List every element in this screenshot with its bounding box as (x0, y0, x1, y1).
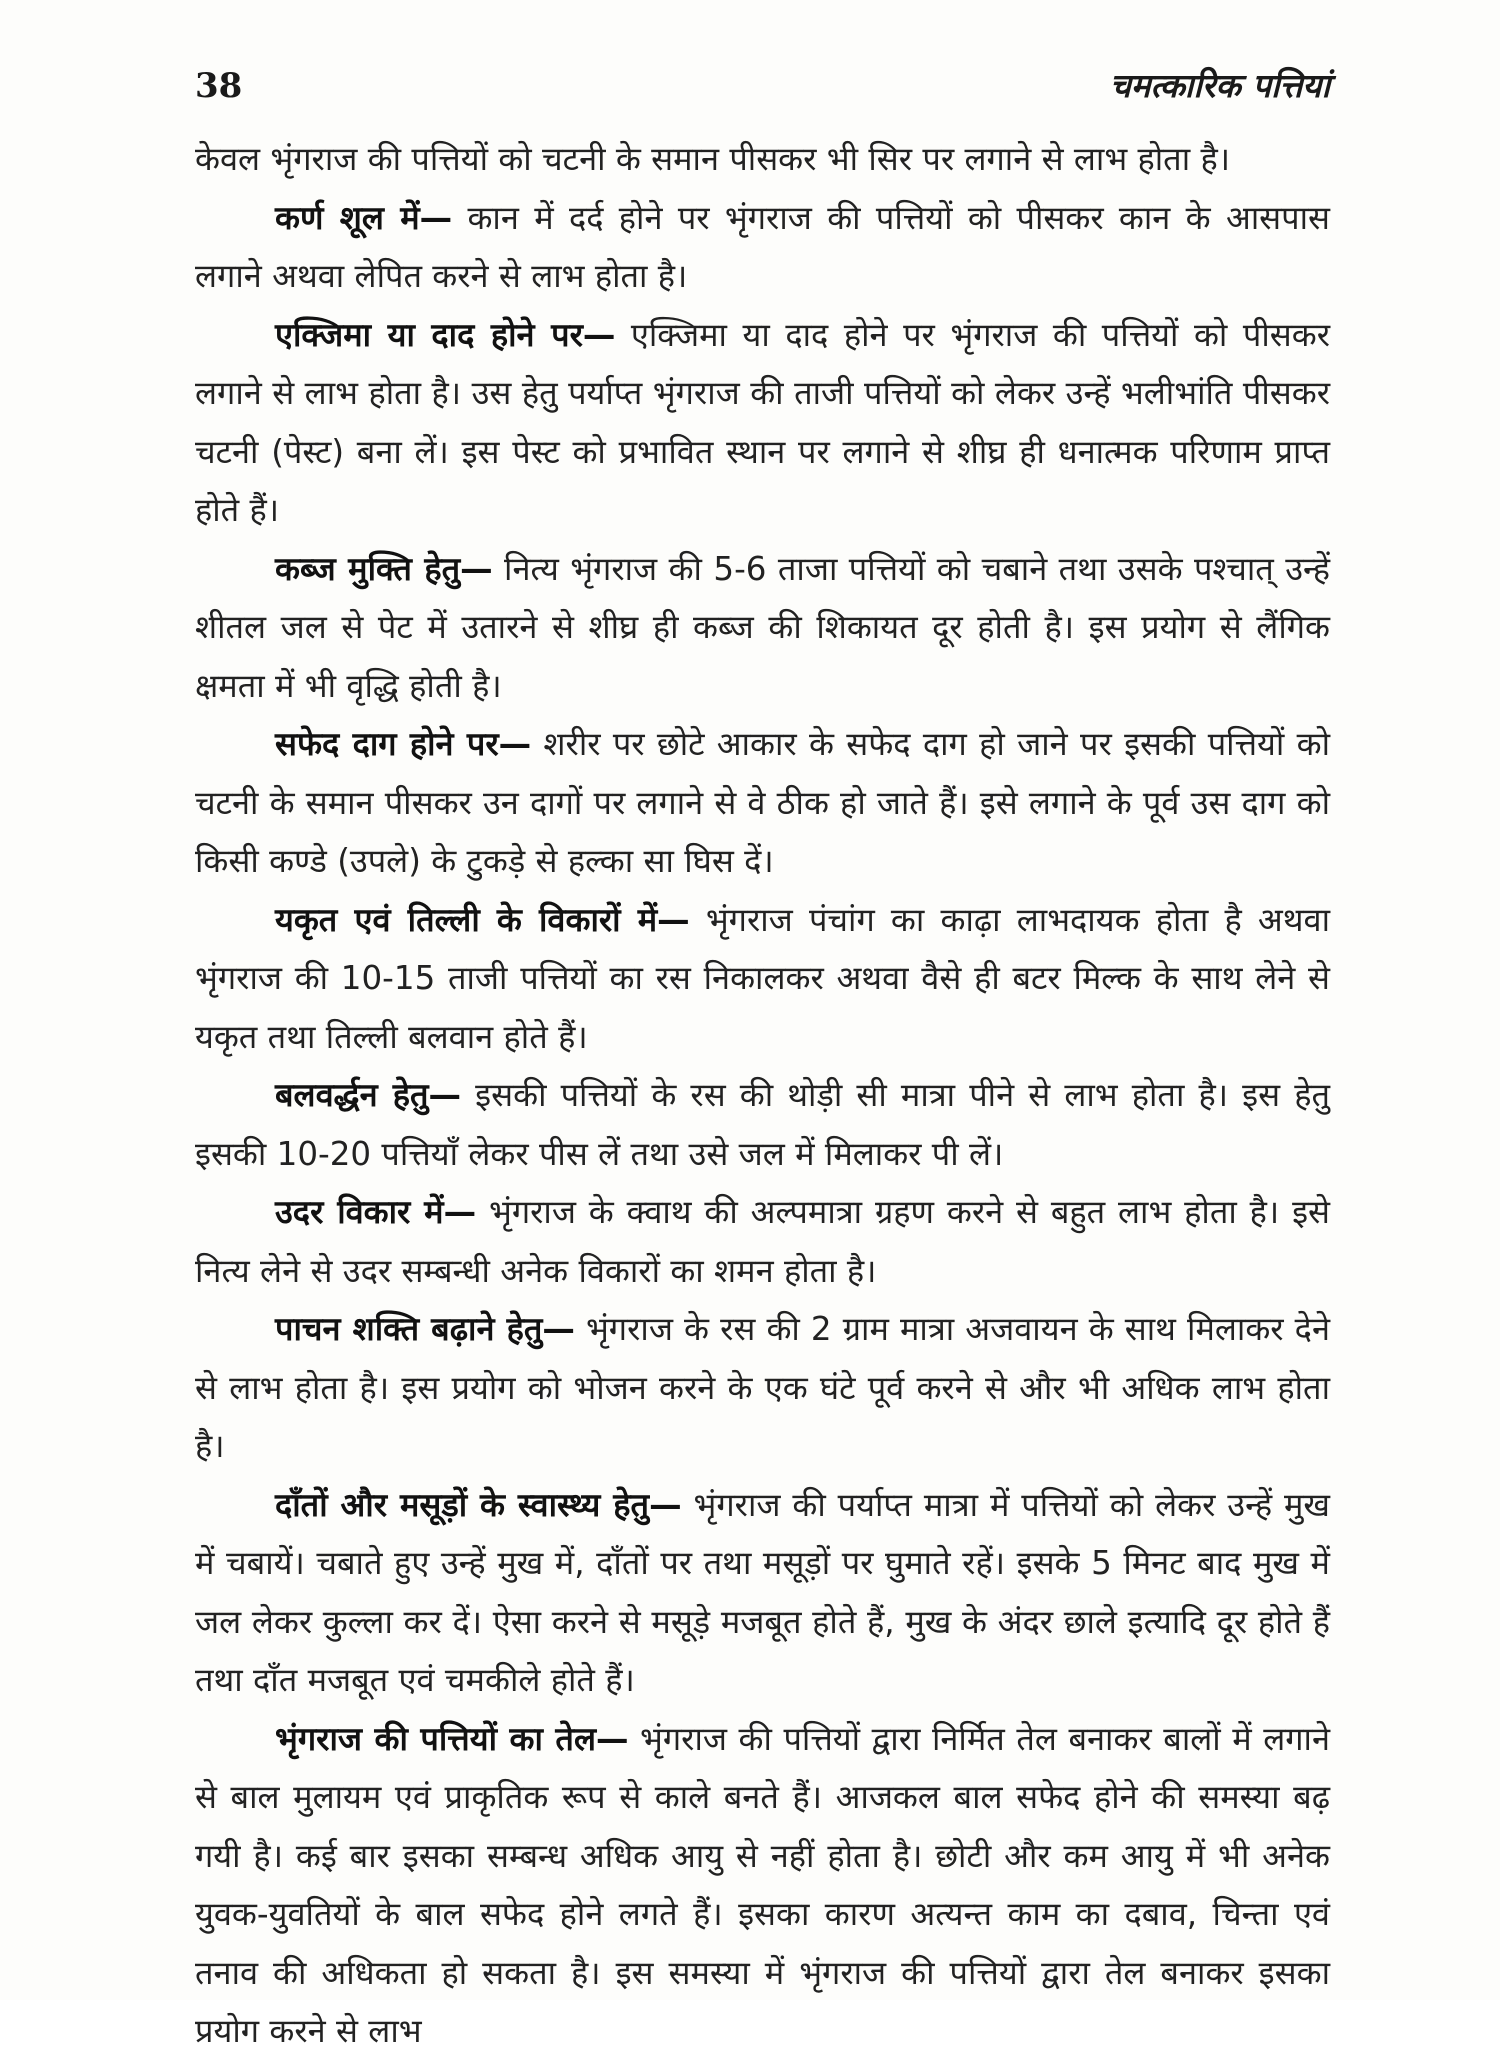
paragraph-text: भृंगराज की पर्याप्त मात्रा में पत्तियों को लेकर उन्हें मुख में चबायें। चबाते हुए उन्हें मुख में, दाँतों पर तथा मसूड़ों पर घुमाते रहें। इसके 5 मिनट बाद मुख में जल लेकर कुल्ला कर दें। ऐसा करने से मसूड़े मजबूत होते हैं, मुख के अंदर छाले इत्यादि दूर होते हैं तथा दाँत मजबूत एवं चमकीले होते हैं। (195, 1485, 1331, 1699)
paragraph-text: कान में दर्द होने पर भृंगराज की पत्तियों को पीसकर कान के आसपास लगाने अथवा लेपित करने से लाभ होता है। (195, 198, 1330, 295)
paragraph-text: भृंगराज पंचांग का काढ़ा लाभदायक होता है अथवा भृंगराज की 10-15 ताजी पत्तियों का रस निकालकर अथवा वैसे ही बटर मिल्क के साथ लेने से यकृत तथा तिल्ली बलवान होते हैं। (195, 900, 1330, 1056)
paragraph-digestion (195, 1300, 1330, 1476)
paragraph-heading: दाँतों और मसूड़ों के स्वास्थ्य हेतु— (275, 1485, 682, 1524)
page-number: 38 (195, 66, 243, 106)
paragraph-text: शरीर पर छोटे आकार के सफेद दाग हो जाने पर इसकी पत्तियों को चटनी के समान पीसकर उन दागों पर लगाने से वे ठीक हो जाते हैं। इसे लगाने के पूर्व उस दाग को किसी कण्डे (उपले) के टुकड़े से हल्का सा घिस दें। (195, 725, 1331, 880)
paragraph-text: एक्जिमा या दाद होने पर भृंगराज की पत्तियों को पीसकर लगाने से लाभ होता है। उस हेतु पर्याप्त भृंगराज की ताजी पत्तियों को लेकर उन्हें भलीभांति पीसकर चटनी (पेस्ट) बना लें। इस पेस्ट को प्रभावित स्थान पर लगाने से शीघ्र ही धनात्मक परिणाम प्राप्त होते हैं। (195, 315, 1330, 529)
page-header (195, 62, 1330, 122)
running-title: चमत्कारिक पत्तियां (1109, 66, 1330, 105)
paragraph-liver-spleen (195, 891, 1330, 1067)
paragraph-text: भृंगराज के रस की 2 ग्राम मात्रा अजवायन के साथ मिलाकर देने से लाभ होता है। इस प्रयोग को भोजन करने के एक घंटे पूर्व करने से और भी अधिक लाभ होता है। (195, 1310, 1330, 1465)
paragraph-text: भृंगराज की पत्तियों द्वारा निर्मित तेल बनाकर बालों में लगाने से बाल मुलायम एवं प्राकृतिक रूप से काले बनते हैं। आजकल बाल सफेद होने की समस्या बढ़ गयी है। कई बार इसका सम्बन्ध अधिक आयु से नहीं होता है। छोटी और कम आयु में भी अनेक युवक-युवतियों के बाल सफेद होने लगते हैं। इसका कारण अत्यन्त काम का दबाव, चिन्ता एवं तनाव की अधिकता हो सकता है। इस समस्या में भृंगराज की पत्तियों द्वारा तेल बनाकर इसका प्रयोग करने से लाभ (195, 1719, 1330, 2050)
paragraph-ear-pain (195, 189, 1330, 306)
paragraph-heading: उदर विकार में— (275, 1193, 477, 1231)
paragraph-heading: एक्जिमा या दाद होने पर— (275, 315, 616, 354)
paragraph-heading: बलवर्द्धन हेतु— (275, 1076, 462, 1114)
paragraph-text: इसकी पत्तियों के रस की थोड़ी सी मात्रा पीने से लाभ होता है। इस हेतु इसकी 10-20 पत्तियाँ लेकर पीस लें तथा उसे जल में मिलाकर पी लें। (195, 1076, 1330, 1173)
paragraph-heading: कब्ज मुक्ति हेतु— (275, 549, 493, 588)
paragraph-heading: यकृत एवं तिल्ली के विकारों में— (275, 900, 690, 939)
paragraph-white-spots (195, 715, 1330, 891)
paragraph-strength (195, 1066, 1330, 1183)
paragraph-leaf-oil (195, 1710, 1330, 2061)
paragraph-stomach (195, 1183, 1330, 1300)
paragraph-heading: सफेद दाग होने पर— (275, 725, 532, 763)
paragraph-constipation (195, 540, 1330, 716)
paragraph-continuation (195, 130, 1330, 189)
paragraph-text: भृंगराज के क्वाथ की अल्पमात्रा ग्रहण करने से बहुत लाभ होता है। इसे नित्य लेने से उदर सम्बन्धी अनेक विकारों का शमन होता है। (195, 1193, 1330, 1290)
paragraph-teeth-gums (195, 1476, 1330, 1710)
paragraph-text: नित्य भृंगराज की 5-6 ताजा पत्तियों को चबाने तथा उसके पश्चात् उन्हें शीतल जल से पेट में उतारने से शीघ्र ही कब्ज की शिकायत दूर होती है। इस प्रयोग से लैंगिक क्षमता में भी वृद्धि होती है। (195, 549, 1331, 705)
paragraph-heading: भृंगराज की पत्तियों का तेल— (275, 1719, 629, 1758)
paragraph-text: केवल भृंगराज की पत्तियों को चटनी के समान पीसकर भी सिर पर लगाने से लाभ होता है। (195, 140, 1231, 178)
paragraph-heading: पाचन शक्ति बढ़ाने हेतु— (275, 1310, 575, 1348)
paragraph-heading: कर्ण शूल में— (275, 198, 453, 237)
paragraph-eczema (195, 306, 1330, 540)
body-text (195, 130, 1330, 2061)
